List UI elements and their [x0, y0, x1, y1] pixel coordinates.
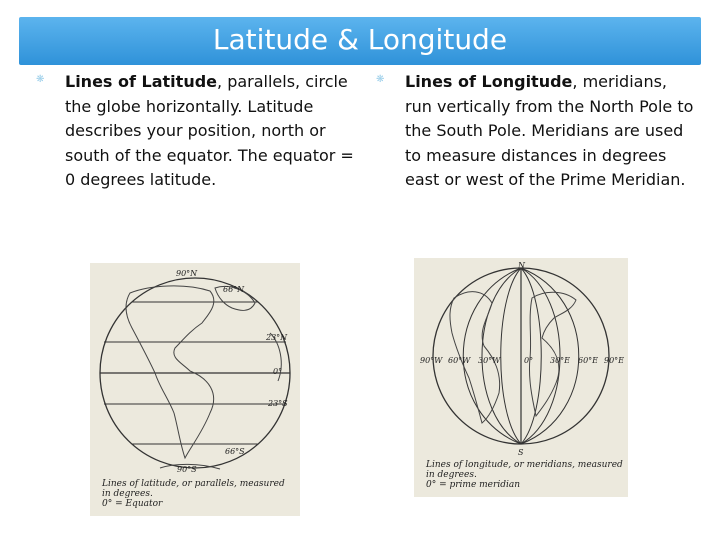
- lat-label-90n: 90°N: [176, 269, 198, 278]
- latitude-globe-figure: [90, 263, 300, 516]
- latitude-caption-line2: in degrees.: [102, 489, 153, 499]
- lon-label-s: S: [518, 448, 524, 457]
- longitude-caption: [426, 460, 624, 490]
- latitude-heading: Lines of Latitude: [65, 72, 218, 91]
- lat-label-23s: 23°S: [268, 399, 288, 408]
- latitude-caption-line1: Lines of latitude, or parallels, measured: [102, 479, 285, 489]
- lon-label-90e: 90°E: [604, 356, 625, 365]
- lon-label-0: 0°: [524, 356, 534, 365]
- lon-label-90w: 90°W: [420, 356, 443, 365]
- latitude-caption: [102, 479, 298, 509]
- lat-label-66s: 66°S: [225, 447, 245, 456]
- longitude-globe-figure: [414, 258, 628, 497]
- bullet-icon: ❋: [36, 74, 45, 85]
- latitude-caption-line3: 0° = Equator: [102, 499, 163, 509]
- latitude-description: , parallels, circle the globe horizontally. Latitude describes your position, north or south of the equator. The equator = 0 degrees latitude.: [65, 72, 354, 189]
- bullet-icon: ❋: [376, 74, 385, 85]
- title-bar: [19, 17, 701, 65]
- longitude-description: , meridians, run vertically from the North Pole to the South Pole. Meridians are used to measure distances in degrees east or west of the Prime Meridian.: [405, 72, 694, 189]
- longitude-caption-line3: 0° = prime meridian: [426, 480, 520, 490]
- lat-label-equator: 0°: [273, 367, 283, 376]
- lat-label-23n: 23°N: [266, 333, 288, 342]
- lat-label-90s: 90°S: [177, 465, 197, 474]
- longitude-heading: Lines of Longitude: [405, 72, 573, 91]
- lon-label-30w: 30°W: [478, 356, 501, 365]
- longitude-caption-line1: Lines of longitude, or meridians, measured: [426, 460, 623, 470]
- longitude-text: [405, 70, 695, 193]
- lon-label-60e: 60°E: [578, 356, 599, 365]
- lon-label-60w: 60°W: [448, 356, 471, 365]
- latitude-text: [65, 70, 355, 193]
- slide-title: Latitude & Longitude: [212, 23, 508, 56]
- lat-label-66n: 66°N: [223, 285, 245, 294]
- lon-label-30e: 30°E: [550, 356, 571, 365]
- lon-label-n: N: [518, 261, 525, 270]
- longitude-caption-line2: in degrees.: [426, 470, 477, 480]
